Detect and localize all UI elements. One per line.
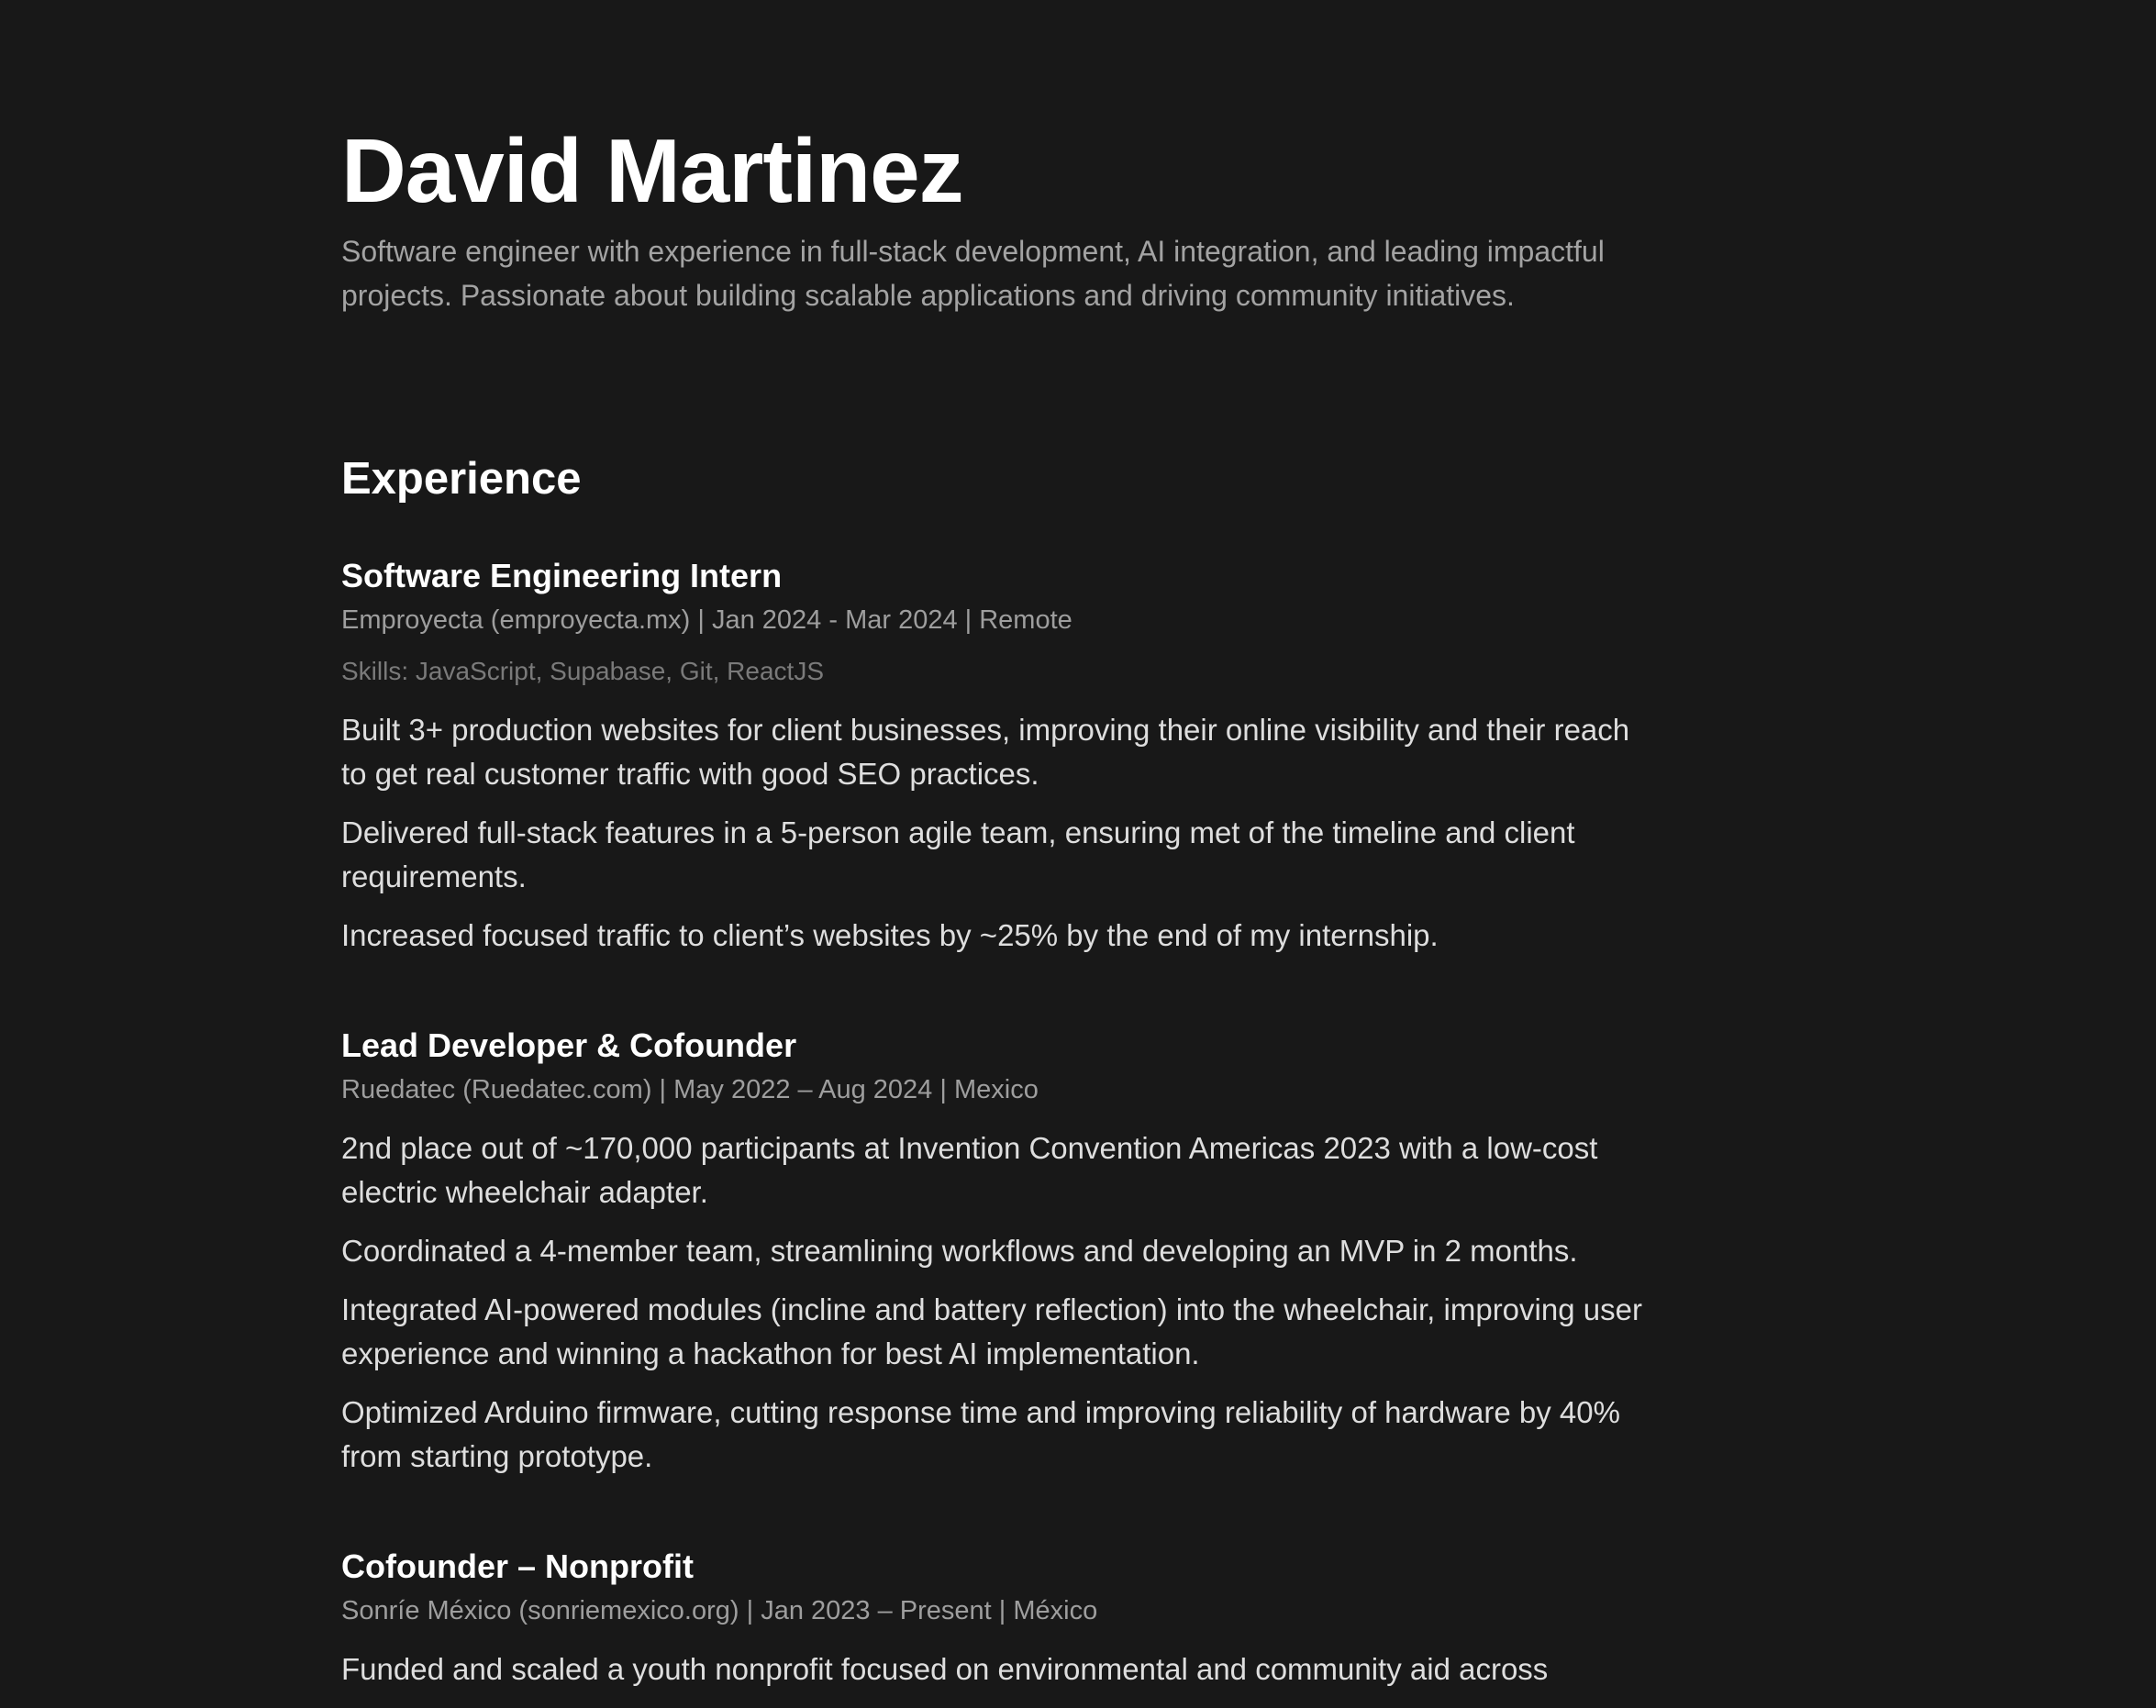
experience-item-emproyecta [341,554,1644,972]
job-meta: Sonríe México (sonriemexico.org) | Jan 2023 – Present | México [341,1596,1098,1625]
job-bullet: Optimized Arduino firmware, cutting response time and improving reliability of hardware by 40% from starting prototype. [341,1395,1620,1473]
job-meta: Emproyecta (emproyecta.mx) | Jan 2024 - Mar 2024 | Remote [341,605,1072,635]
job-bullet: 2nd place out of ~170,000 participants at Invention Convention Americas 2023 with a low-cost electric wheelchair adapter. [341,1131,1598,1209]
job-bullets [341,708,1644,958]
job-bullet: Integrated AI-powered modules (incline and battery reflection) into the wheelchair, improving user experience and winning a hackathon for best AI implementation. [341,1292,1642,1370]
resume-summary: Software engineer with experience in full-stack development, AI integration, and leading impactful projects. Passionate about building scalable applications and driving community initiatives. [341,235,1605,312]
experience-item-sonrie-mexico [341,1545,1644,1706]
job-bullet: Built 3+ production websites for client businesses, improving their online visibility and their reach to get real customer traffic with good SEO practices. [341,713,1630,791]
job-bullets [341,1647,1644,1691]
job-bullet: Delivered full-stack features in a 5-person agile team, ensuring met of the timeline and client requirements. [341,815,1575,893]
job-bullets [341,1126,1644,1479]
job-skills: Skills: JavaScript, Supabase, Git, ReactJS [341,657,824,685]
resume-name: David Martinez [341,120,963,221]
experience-item-ruedatec [341,1024,1644,1493]
job-meta: Ruedatec (Ruedatec.com) | May 2022 – Aug 2024 | Mexico [341,1075,1039,1104]
job-bullet: Increased focused traffic to client’s websites by ~25% by the end of my internship. [341,918,1439,952]
job-title: Lead Developer & Cofounder [341,1026,797,1064]
job-title: Software Engineering Intern [341,557,783,594]
job-bullet: Coordinated a 4-member team, streamlining workflows and developing an MVP in 2 months. [341,1234,1578,1268]
job-title: Cofounder – Nonprofit [341,1547,694,1585]
experience-section-title: Experience [341,454,582,504]
job-bullet: Funded and scaled a youth nonprofit focused on environmental and community aid across [341,1652,1549,1686]
